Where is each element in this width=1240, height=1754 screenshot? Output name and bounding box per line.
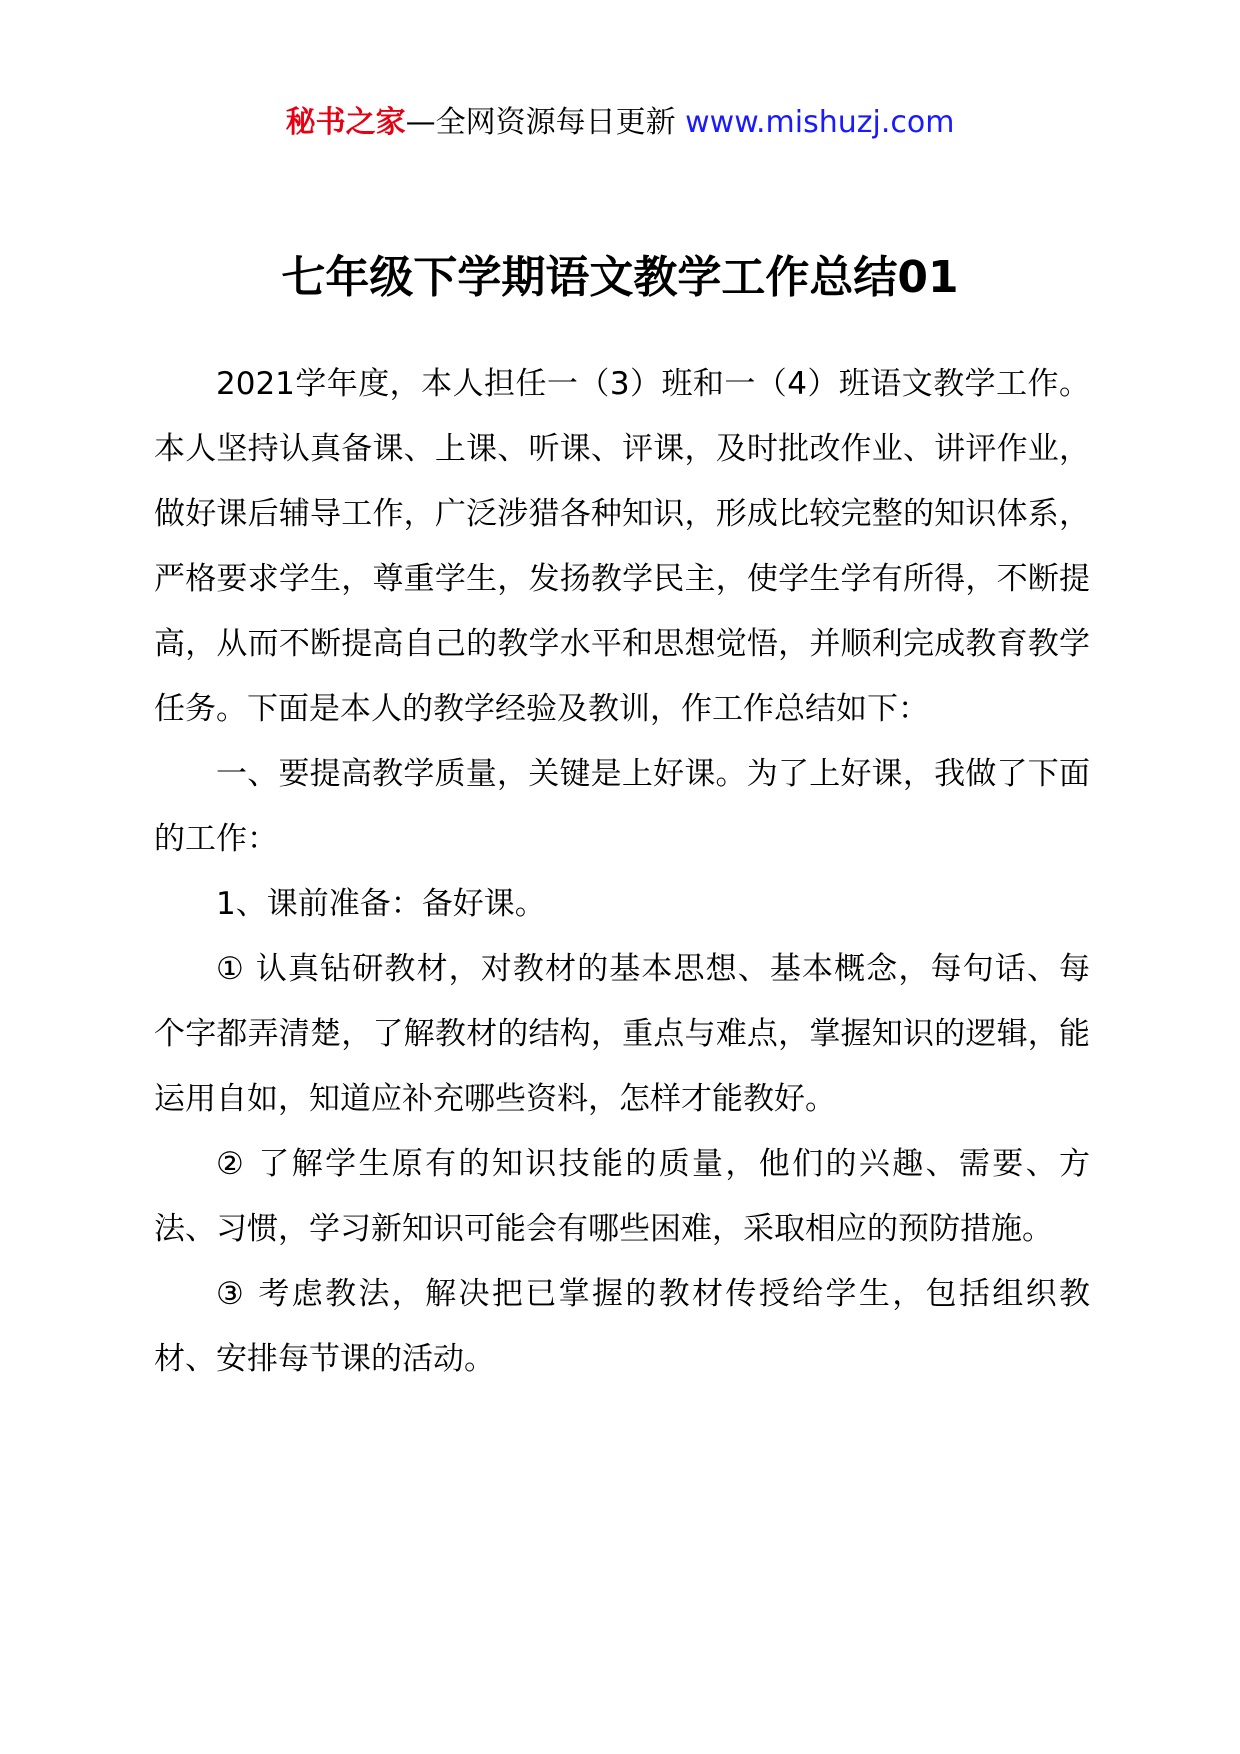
paragraph-intro: 2021学年度，本人担任一（3）班和一（4）班语文教学工作。本人坚持认真备课、上课、听课、评课，及时批改作业、讲评作业，做好课后辅导工作，广泛涉猎各种知识，形成比较完整的知识体系，严格要求学生，尊重学生，发扬教学民主，使学生学有所得，不断提高，从而不断提高自己的教学水平和思想觉悟，并顺利完成教育教学任务。下面是本人的教学经验及教训，作工作总结如下： bbox=[154, 366, 1090, 727]
paragraph-point-3: ③ 考虑教法，解决把已掌握的教材传授给学生，包括组织教材、安排每节课的活动。 bbox=[154, 1276, 1090, 1377]
site-url-link[interactable]: www.mishuzj.com bbox=[685, 105, 955, 140]
document-title: 七年级下学期语文教学工作总结01 bbox=[281, 252, 959, 303]
site-header bbox=[0, 103, 1240, 143]
paragraph-point-2: ② 了解学生原有的知识技能的质量，他们的兴趣、需要、方法、习惯，学习新知识可能会有哪些困难，采取相应的预防措施。 bbox=[154, 1146, 1090, 1247]
paragraph-point-1: ① 认真钻研教材，对教材的基本思想、基本概念，每句话、每个字都弄清楚，了解教材的结构，重点与难点，掌握知识的逻辑，能运用自如，知道应补充哪些资料，怎样才能教好。 bbox=[154, 951, 1090, 1117]
document-body bbox=[154, 352, 1090, 1392]
paragraph-section-one: 一、要提高教学质量，关键是上好课。为了上好课，我做了下面的工作： bbox=[154, 756, 1090, 857]
paragraph-item-one: 1、课前准备：备好课。 bbox=[216, 886, 546, 922]
site-brand: 秘书之家 bbox=[285, 105, 406, 140]
site-tagline: —全网资源每日更新 bbox=[405, 105, 676, 140]
